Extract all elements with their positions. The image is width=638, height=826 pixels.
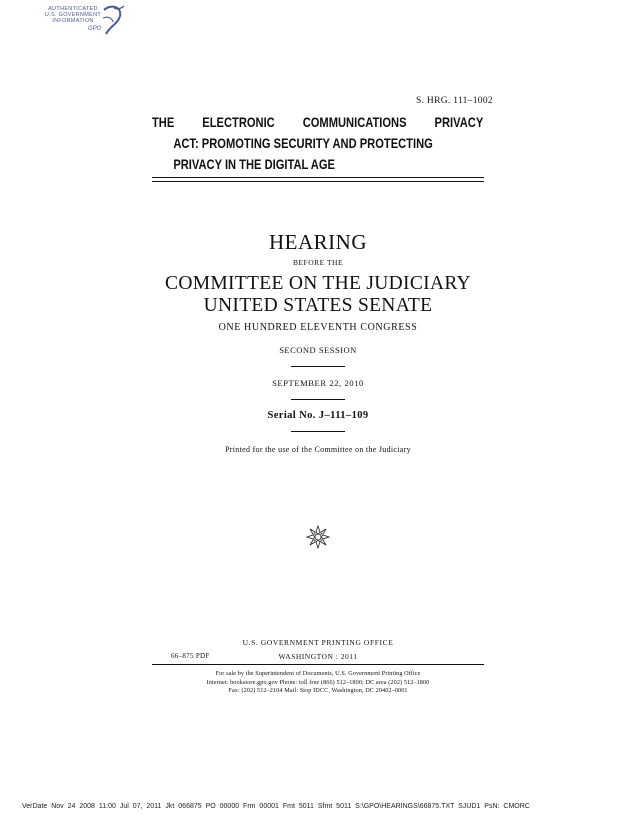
pdf-identifier: 66–875 PDF (171, 652, 210, 660)
washington-year: WASHINGTON : 2011 (278, 652, 358, 661)
eagle-icon (100, 4, 126, 40)
sales-line-2: Internet: bookstore.gpo.gov Phone: toll free (866) 512–1800; DC area (202) 512–1800 (206, 678, 430, 686)
congress-label: ONE HUNDRED ELEVENTH CONGRESS (218, 322, 418, 333)
sales-line-3: Fax: (202) 512–2104 Mail: Stop IDCC, Washington, DC 20402–0001 (228, 687, 408, 694)
logo-line-2: U.S. GOVERNMENT (44, 12, 102, 18)
imprint-rule (152, 664, 484, 665)
hearing-date: SEPTEMBER 22, 2010 (272, 378, 364, 388)
divider-rule-1 (291, 366, 345, 367)
printer-emblem-icon (306, 525, 330, 549)
title-line-2: ACT: PROMOTING SECURITY AND PROTECTING (173, 136, 433, 151)
hearing-title (152, 112, 484, 175)
divider-rule-2 (291, 399, 345, 400)
verdate-footer: VerDate Nov 24 2008 11:00 Jul 07, 2011 Jkt 066875 PO 00000 Frm 00001 Fmt 5011 Sfmt 5011 S:\GPO\HEARINGS\66875.TXT SJUD1 PsN: CMORC (22, 803, 530, 810)
serial-number: Serial No. J–111–109 (267, 410, 369, 421)
logo-line-1: AUTHENTICATED (48, 6, 98, 12)
gpo-authenticated-logo (38, 4, 124, 44)
sales-line-1: For sale by the Superintendent of Documents, U.S. Government Printing Office (215, 670, 421, 677)
divider-rule-3 (291, 431, 345, 432)
logo-line-3: INFORMATION (52, 18, 94, 24)
hearing-heading: HEARING (269, 230, 367, 254)
committee-name (152, 273, 484, 317)
title-line-1: THE ELECTRONIC COMMUNICATIONS PRIVACY (152, 115, 484, 130)
committee-line-1: COMMITTEE ON THE JUDICIARY (165, 273, 471, 294)
printed-for-note: Printed for the use of the Committee on the Judiciary (225, 445, 411, 454)
title-double-rule (152, 177, 484, 182)
title-line-3: PRIVACY IN THE DIGITAL AGE (173, 157, 335, 172)
before-the-label: BEFORE THE (292, 258, 344, 267)
hearing-sheet-number: S. HRG. 111–1002 (416, 96, 493, 106)
logo-gpo-mark: GPO (88, 26, 102, 32)
session-label: SECOND SESSION (279, 345, 357, 355)
gpo-office-label: U.S. GOVERNMENT PRINTING OFFICE (242, 638, 394, 647)
committee-line-2: UNITED STATES SENATE (203, 295, 433, 316)
sales-info (152, 670, 484, 696)
